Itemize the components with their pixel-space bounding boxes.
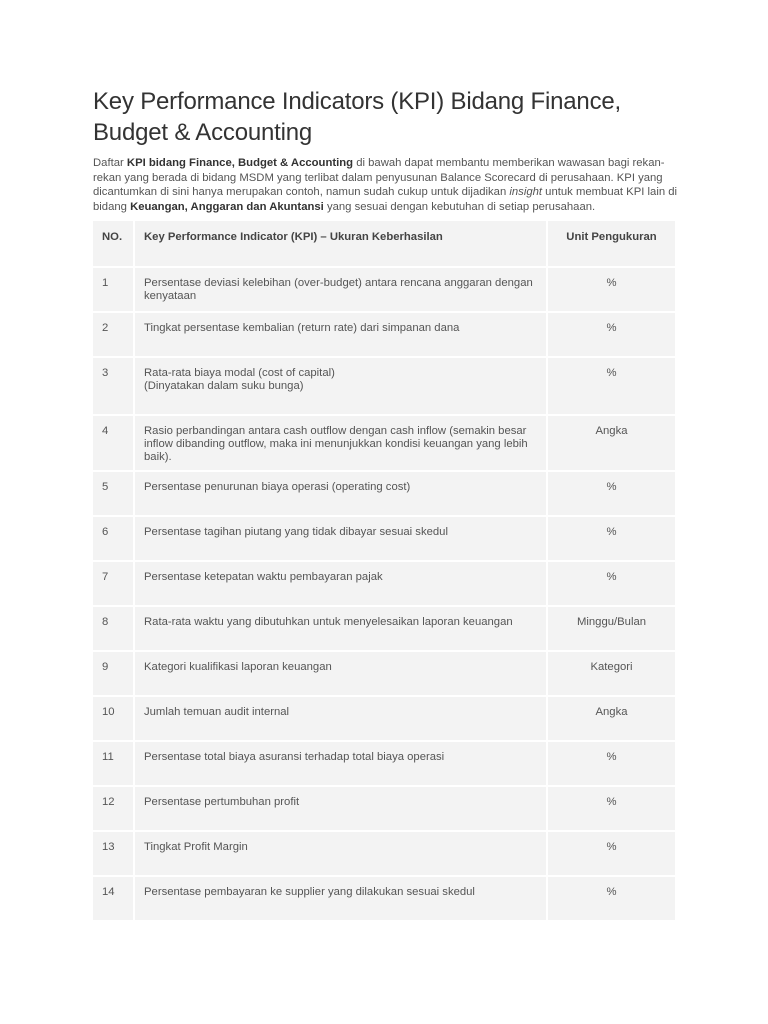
row-unit: % bbox=[547, 876, 675, 921]
row-kpi-text: Persentase pertumbuhan profit bbox=[144, 796, 300, 808]
row-kpi bbox=[134, 741, 547, 786]
table-row bbox=[93, 516, 675, 561]
row-kpi-text: Persentase total biaya asuransi terhadap total biaya operasi bbox=[144, 751, 445, 763]
row-no: 2 bbox=[93, 312, 134, 357]
table-header-row bbox=[93, 221, 675, 267]
row-kpi bbox=[134, 651, 547, 696]
table-row bbox=[93, 696, 675, 741]
row-kpi-text: Jumlah temuan audit internal bbox=[144, 706, 290, 718]
row-kpi bbox=[134, 786, 547, 831]
row-no: 5 bbox=[93, 471, 134, 516]
row-kpi-text: Persentase tagihan piutang yang tidak dibayar sesuai skedul bbox=[144, 526, 448, 538]
row-kpi bbox=[134, 831, 547, 876]
row-kpi-text: Persentase pembayaran ke supplier yang dilakukan sesuai skedul bbox=[144, 886, 475, 898]
table-row bbox=[93, 312, 675, 357]
row-kpi-text: Tingkat persentase kembalian (return rate) dari simpanan dana bbox=[144, 322, 460, 334]
row-no: 14 bbox=[93, 876, 134, 921]
row-unit: % bbox=[547, 561, 675, 606]
intro-italic-1: insight bbox=[509, 186, 543, 199]
row-unit: % bbox=[547, 516, 675, 561]
row-unit: Angka bbox=[547, 696, 675, 741]
header-unit: Unit Pengukuran bbox=[547, 221, 675, 267]
row-no: 12 bbox=[93, 786, 134, 831]
row-kpi bbox=[134, 606, 547, 651]
row-kpi-text: Persentase deviasi kelebihan (over-budget) antara rencana anggaran dengan kenyataan bbox=[144, 277, 533, 302]
table-row bbox=[93, 651, 675, 696]
row-kpi-text: Tingkat Profit Margin bbox=[144, 841, 248, 853]
intro-text-3: untuk membuat KPI lain di bidang bbox=[93, 186, 678, 214]
intro-bold-1: KPI bidang Finance, Budget & Accounting bbox=[126, 157, 354, 169]
row-no: 11 bbox=[93, 741, 134, 786]
row-kpi-text: Rata-rata waktu yang dibutuhkan untuk menyelesaikan laporan keuangan bbox=[144, 616, 513, 628]
row-kpi-text: Rata-rata biaya modal (cost of capital) bbox=[144, 367, 335, 379]
row-no: 8 bbox=[93, 606, 134, 651]
row-unit: % bbox=[547, 831, 675, 876]
table-row bbox=[93, 786, 675, 831]
row-no: 4 bbox=[93, 415, 134, 471]
row-unit: % bbox=[547, 786, 675, 831]
row-no: 6 bbox=[93, 516, 134, 561]
row-kpi-text: Rasio perbandingan antara cash outflow dengan cash inflow (semakin besar inflow dibanding outflow, maka ini menunjukkan kondisi keuangan yang lebih baik). bbox=[144, 425, 528, 463]
row-no: 10 bbox=[93, 696, 134, 741]
row-no: 13 bbox=[93, 831, 134, 876]
row-no: 9 bbox=[93, 651, 134, 696]
intro-bold-2: Keuangan, Anggaran dan Akuntansi bbox=[130, 201, 324, 214]
row-kpi bbox=[134, 516, 547, 561]
intro-text-4: yang sesuai dengan kebutuhan di setiap perusahaan. bbox=[323, 201, 596, 214]
row-kpi-text: Persentase penurunan biaya operasi (operating cost) bbox=[144, 481, 411, 493]
row-kpi bbox=[134, 357, 547, 415]
header-no: NO. bbox=[93, 221, 134, 267]
row-kpi bbox=[134, 312, 547, 357]
page-title: Key Performance Indicators (KPI) Bidang Finance, Budget & Accounting bbox=[93, 88, 621, 146]
row-kpi bbox=[134, 696, 547, 741]
row-unit: Angka bbox=[547, 415, 675, 471]
table-row bbox=[93, 471, 675, 516]
row-no: 1 bbox=[93, 267, 134, 312]
row-unit: % bbox=[547, 471, 675, 516]
row-kpi-text: Persentase ketepatan waktu pembayaran pajak bbox=[144, 571, 383, 583]
header-kpi: Key Performance Indicator (KPI) – Ukuran Keberhasilan bbox=[134, 221, 547, 267]
row-unit: % bbox=[547, 741, 675, 786]
row-kpi bbox=[134, 267, 547, 312]
row-kpi bbox=[134, 415, 547, 471]
row-unit: Kategori bbox=[547, 651, 675, 696]
table-row bbox=[93, 267, 675, 312]
row-kpi-text: Kategori kualifikasi laporan keuangan bbox=[144, 661, 332, 673]
row-unit: % bbox=[547, 267, 675, 312]
intro-paragraph bbox=[93, 156, 683, 215]
table-row bbox=[93, 606, 675, 651]
table-row bbox=[93, 831, 675, 876]
row-unit: % bbox=[547, 312, 675, 357]
row-unit: Minggu/Bulan bbox=[547, 606, 675, 651]
intro-text-1: Daftar bbox=[93, 157, 127, 169]
row-kpi bbox=[134, 471, 547, 516]
row-kpi bbox=[134, 876, 547, 921]
table-row bbox=[93, 741, 675, 786]
row-unit: % bbox=[547, 357, 675, 415]
table-row bbox=[93, 561, 675, 606]
row-no: 3 bbox=[93, 357, 134, 415]
table-row bbox=[93, 876, 675, 921]
table-row bbox=[93, 357, 675, 415]
table-row bbox=[93, 415, 675, 471]
row-kpi-note: (Dinyatakan dalam suku bunga) bbox=[144, 380, 304, 392]
row-kpi bbox=[134, 561, 547, 606]
row-no: 7 bbox=[93, 561, 134, 606]
kpi-table bbox=[93, 221, 675, 922]
intro-text-2: di bawah dapat membantu memberikan wawasan bagi rekan-rekan yang berada di bidang MSDM yang terlibat dalam penyusunan Balance Scorecard di perusahaan. KPI yang dicantumkan di sini hanya merupakan contoh, namun sudah cukup untuk dijadikan bbox=[93, 157, 665, 199]
